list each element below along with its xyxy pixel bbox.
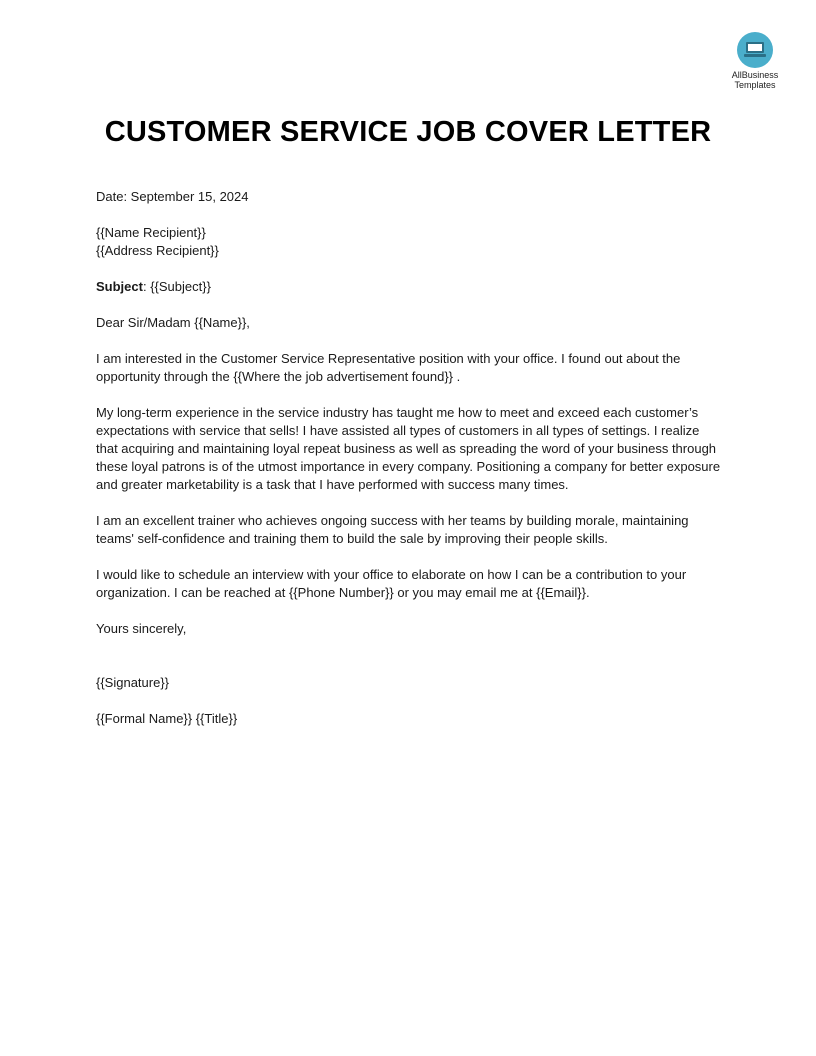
logo-text-line2: Templates	[734, 80, 776, 90]
subject-label: Subject	[96, 279, 143, 294]
subject-line	[96, 278, 724, 296]
paragraph-trainer: I am an excellent trainer who achieves ongoing success with her teams by building morale, maintaining teams' self-confidence and training them to build the sale by improving their people skills.	[96, 513, 689, 546]
allbusiness-templates-logo	[722, 32, 788, 90]
logo-text-line1: AllBusiness	[731, 70, 779, 80]
signature-placeholder: {{Signature}}	[96, 675, 170, 690]
subject-value: : {{Subject}}	[142, 279, 211, 294]
recipient-name: {{Name Recipient}}	[96, 225, 206, 240]
paragraph-intro: I am interested in the Customer Service Representative position with your office. I found out about the opportunity through the {{Where the job advertisement found}} .	[96, 351, 681, 384]
salutation: Dear Sir/Madam {{Name}},	[96, 315, 250, 330]
laptop-icon	[737, 32, 773, 68]
letter-date: Date: September 15, 2024	[96, 189, 249, 204]
letter-body	[96, 188, 724, 746]
recipient-address: {{Address Recipient}}	[96, 243, 219, 258]
paragraph-experience: My long-term experience in the service industry has taught me how to meet and exceed each customer’s expectations with service that sells! I have assisted all types of customers in all types of settings. I realize that acquiring and maintaining loyal repeat business as well as spreading the word of your business through these loyal patrons is of the utmost importance in every company. Positioning a company for better exposure and greater marketability is a task that I have performed with success many times.	[96, 405, 721, 492]
document-title: CUSTOMER SERVICE JOB COVER LETTER	[104, 116, 712, 148]
formal-name-title: {{Formal Name}} {{Title}}	[96, 711, 238, 726]
paragraph-interview: I would like to schedule an interview with your office to elaborate on how I can be a contribution to your organization. I can be reached at {{Phone Number}} or you may email me at {{Email}}.	[96, 567, 687, 600]
closing: Yours sincerely,	[96, 621, 187, 636]
recipient-block	[96, 224, 724, 260]
